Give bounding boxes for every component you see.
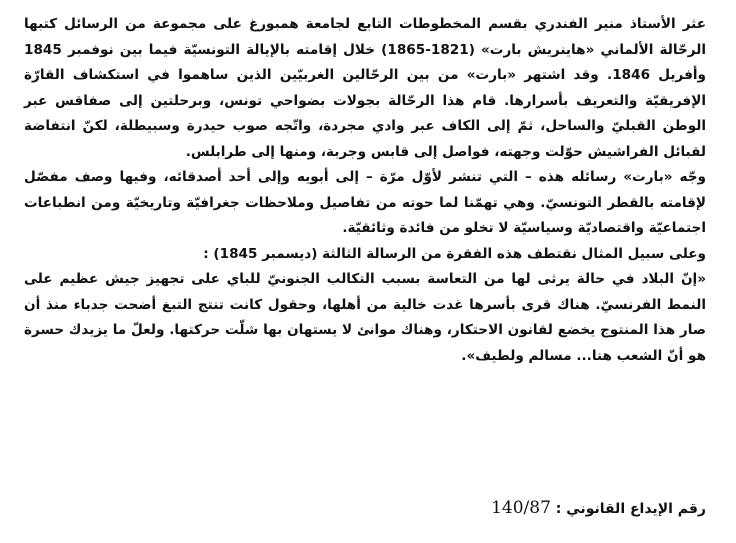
legal-deposit [491,498,706,518]
paragraph-intro: عثر الأستاذ منير الفندري بقسم المخطوطات التابع لجامعة همبورغ على مجموعة من الرسائل كتبها الرحّالة الألماني «هاينريش بارت» (1821-1865) خلال إقامته بالإيالة التونسيّة فيما بين نوفمبر 1845 وأفريل 1846. وقد اشتهر «بارت» من بين الرحّالين الغربيّين الذين ساهموا في استكشاف القارّة الإفريقيّة والتعريف بأسرارها. قام هذا الرحّالة بجولات بضواحي تونس، وبرحلتين إلى صفاقس عبر الوطن القبليّ والساحل، ثمّ إلى الكاف عبر وادي مجردة، واتّجه صوب حيدرة وسبيطلة، لكنّ انتفاضة لقبائل الفراشيش حوّلت وجهته، فواصل إلى قابس وجربة، ومنها إلى طرابلس. [24,16,706,160]
legal-deposit-number: 140/87 [491,498,551,518]
legal-deposit-label: رقم الإيداع القانوني : [555,501,706,517]
paragraph-letters: وجّه «بارت» رسائله هذه – التي تنشر لأوّل مرّة – إلى أبويه وإلى أحد أصدقائه، وفيها وصف مفصّل لإقامته بالقطر التونسيّ. وهي تهمّنا لما حوته من تفاصيل وملاحظات جغرافيّة وتاريخيّة ومن انطباعات اجتماعيّة واقتصاديّة وسياسيّة لا تخلو من فائدة وثائقيّة. [24,169,706,236]
paragraph-quote: «إنّ البلاد في حالة يرثى لها من التعاسة بسبب التكالب الجنونيّ للباي على تجهيز جيش عظيم على النمط الفرنسيّ. هناك قرى بأسرها غدت خالية من أهلها، وحقول كانت تنتج التبغ أضحت جدباء منذ أن صار هذا المنتوج يخضع لقانون الاحتكار، وهناك موانئ لا يستهان بها شلّت حركتها. ولعلّ ما يزيدك حسرة هو أنّ الشعب هنا... مسالم ولطيف». [24,271,706,364]
paragraph-example-intro: وعلى سبيل المثال نقتطف هذه الفقرة من الرسالة الثالثة (ديسمبر 1845) : [203,245,706,262]
